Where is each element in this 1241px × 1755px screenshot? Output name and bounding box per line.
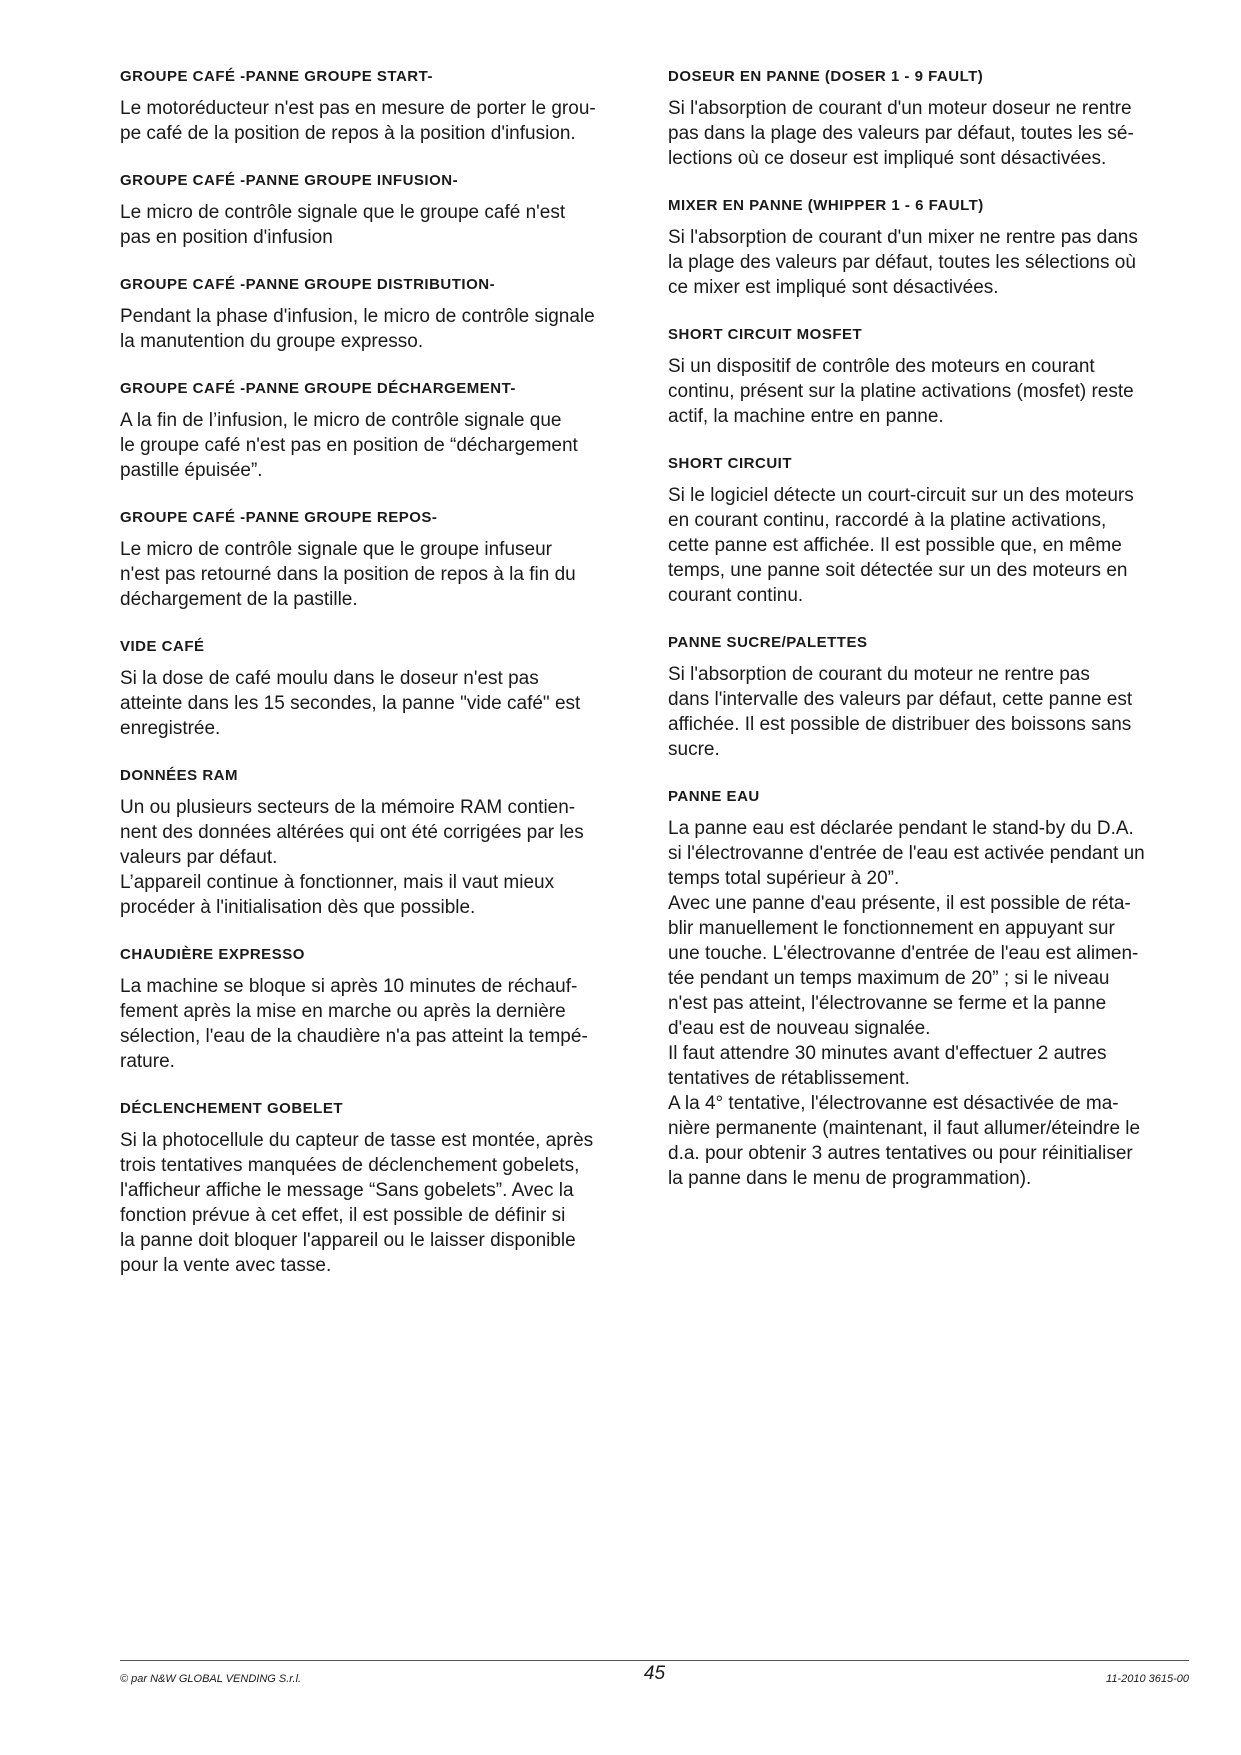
section-text: Pendant la phase d'infusion, le micro de contrôle signale la manutention du groupe expresso. xyxy=(120,306,595,352)
section-heading: DÉCLENCHEMENT GOBELET xyxy=(120,1100,344,1117)
section-heading: DOSEUR EN PANNE (DOSER 1 - 9 FAULT) xyxy=(668,68,984,85)
section-heading: GROUPE CAFÉ -PANNE GROUPE START- xyxy=(120,68,433,85)
section-heading: GROUPE CAFÉ -PANNE GROUPE REPOS- xyxy=(120,509,438,526)
section-groupe-repos xyxy=(120,507,640,612)
section-short-circuit-mosfet xyxy=(668,324,1188,429)
section-text: Le motoréducteur n'est pas en mesure de porter le grou- pe café de la position de repos à la position d'infusion. xyxy=(120,98,596,144)
section-heading: CHAUDIÈRE EXPRESSO xyxy=(120,946,305,963)
section-text: Si la dose de café moulu dans le doseur n'est pas atteinte dans les 15 secondes, la panne "vide café" est enregistrée. xyxy=(120,668,581,739)
section-groupe-infusion xyxy=(120,170,640,250)
section-groupe-distribution xyxy=(120,274,640,354)
footer-doc-code: 11-2010 3615-00 xyxy=(1106,1673,1189,1685)
section-text: Si l'absorption de courant du moteur ne rentre pas dans l'intervalle des valeurs par défaut, cette panne est affichée. Il est possible de distribuer des boissons sans sucre. xyxy=(668,664,1133,760)
section-heading: PANNE SUCRE/PALETTES xyxy=(668,634,868,651)
section-heading: SHORT CIRCUIT xyxy=(668,455,792,472)
section-text: A la fin de l’infusion, le micro de contrôle signale que le groupe café n'est pas en position de “déchargement pastille épuisée”. xyxy=(120,410,578,481)
section-heading: GROUPE CAFÉ -PANNE GROUPE DÉCHARGEMENT- xyxy=(120,380,516,397)
section-heading: GROUPE CAFÉ -PANNE GROUPE DISTRIBUTION- xyxy=(120,276,496,293)
footer-copyright: © par N&W GLOBAL VENDING S.r.l. xyxy=(120,1673,302,1685)
section-heading: MIXER EN PANNE (WHIPPER 1 - 6 FAULT) xyxy=(668,197,984,214)
section-heading: DONNÉES RAM xyxy=(120,767,239,784)
section-groupe-dechargement xyxy=(120,378,640,483)
section-vide-cafe xyxy=(120,636,640,741)
section-text: Si un dispositif de contrôle des moteurs en courant continu, présent sur la platine activations (mosfet) reste actif, la machine entre en panne. xyxy=(668,356,1134,427)
section-heading: VIDE CAFÉ xyxy=(120,638,205,655)
section-short-circuit xyxy=(668,453,1188,608)
section-donnees-ram xyxy=(120,765,640,920)
section-panne-eau xyxy=(668,786,1188,1191)
section-text: La panne eau est déclarée pendant le stand-by du D.A. si l'électrovanne d'entrée de l'eau est activée pendant un temps total supérieur à 20”. Avec une panne d'eau présente, il est possible de réta- blir manuellement le fonctionnement en appuyant sur une touche. L'électrovanne d'entrée de l'eau est alimen- tée pendant un temps maximum de 20” ; si le niveau n'est pas atteint, l'électrovanne se ferme et la panne d'eau est de nouveau signalée. Il faut attendre 30 minutes avant d'effectuer 2 autres tentatives de rétablissement. A la 4° tentative, l'électrovanne est désactivée de ma- nière permanente (maintenant, il faut allumer/éteindre le d.a. pour obtenir 3 autres tentatives ou pour réinitialiser la panne dans le menu de programmation). xyxy=(668,818,1145,1189)
section-text: Le micro de contrôle signale que le groupe café n'est pas en position d'infusion xyxy=(120,202,566,248)
section-heading: PANNE EAU xyxy=(668,788,760,805)
section-doseur-en-panne xyxy=(668,66,1188,171)
section-text: La machine se bloque si après 10 minutes de réchauf- fement après la mise en marche ou après la dernière sélection, l'eau de la chaudière n'a pas atteint la tempé- rature. xyxy=(120,976,588,1072)
section-heading: GROUPE CAFÉ -PANNE GROUPE INFUSION- xyxy=(120,172,459,189)
section-text: Si l'absorption de courant d'un moteur doseur ne rentre pas dans la plage des valeurs par défaut, toutes les sé- lections où ce doseur est impliqué sont désactivées. xyxy=(668,98,1134,169)
section-mixer-en-panne xyxy=(668,195,1188,300)
section-heading: SHORT CIRCUIT MOSFET xyxy=(668,326,863,343)
section-chaudiere-expresso xyxy=(120,944,640,1074)
section-text: Un ou plusieurs secteurs de la mémoire RAM contien- nent des données altérées qui ont été corrigées par les valeurs par défaut. L’appareil continue à fonctionner, mais il vaut mieux procéder à l'initialisation dès que possible. xyxy=(120,797,584,918)
left-column xyxy=(120,66,640,1302)
right-column xyxy=(668,66,1188,1215)
page-footer xyxy=(120,1660,1189,1685)
section-text: Si la photocellule du capteur de tasse est montée, après trois tentatives manquées de déclenchement gobelets, l'afficheur affiche le message “Sans gobelets”. Avec la fonction prévue à cet effet, il est possible de définir si la panne doit bloquer l'appareil ou le laisser disponible pour la vente avec tasse. xyxy=(120,1130,594,1276)
section-text: Si l'absorption de courant d'un mixer ne rentre pas dans la plage des valeurs par défaut, toutes les sélections où ce mixer est impliqué sont désactivées. xyxy=(668,227,1138,298)
page-number: 45 xyxy=(643,1663,666,1684)
section-text: Le micro de contrôle signale que le groupe infuseur n'est pas retourné dans la position de repos à la fin du déchargement de la pastille. xyxy=(120,539,576,610)
section-panne-sucre-palettes xyxy=(668,632,1188,762)
section-text: Si le logiciel détecte un court-circuit sur un des moteurs en courant continu, raccordé à la platine activations, cette panne est affichée. Il est possible que, en même temps, une panne soit détectée sur un des moteurs en courant continu. xyxy=(668,485,1134,606)
section-declenchement-gobelet xyxy=(120,1098,640,1278)
section-groupe-start xyxy=(120,66,640,146)
